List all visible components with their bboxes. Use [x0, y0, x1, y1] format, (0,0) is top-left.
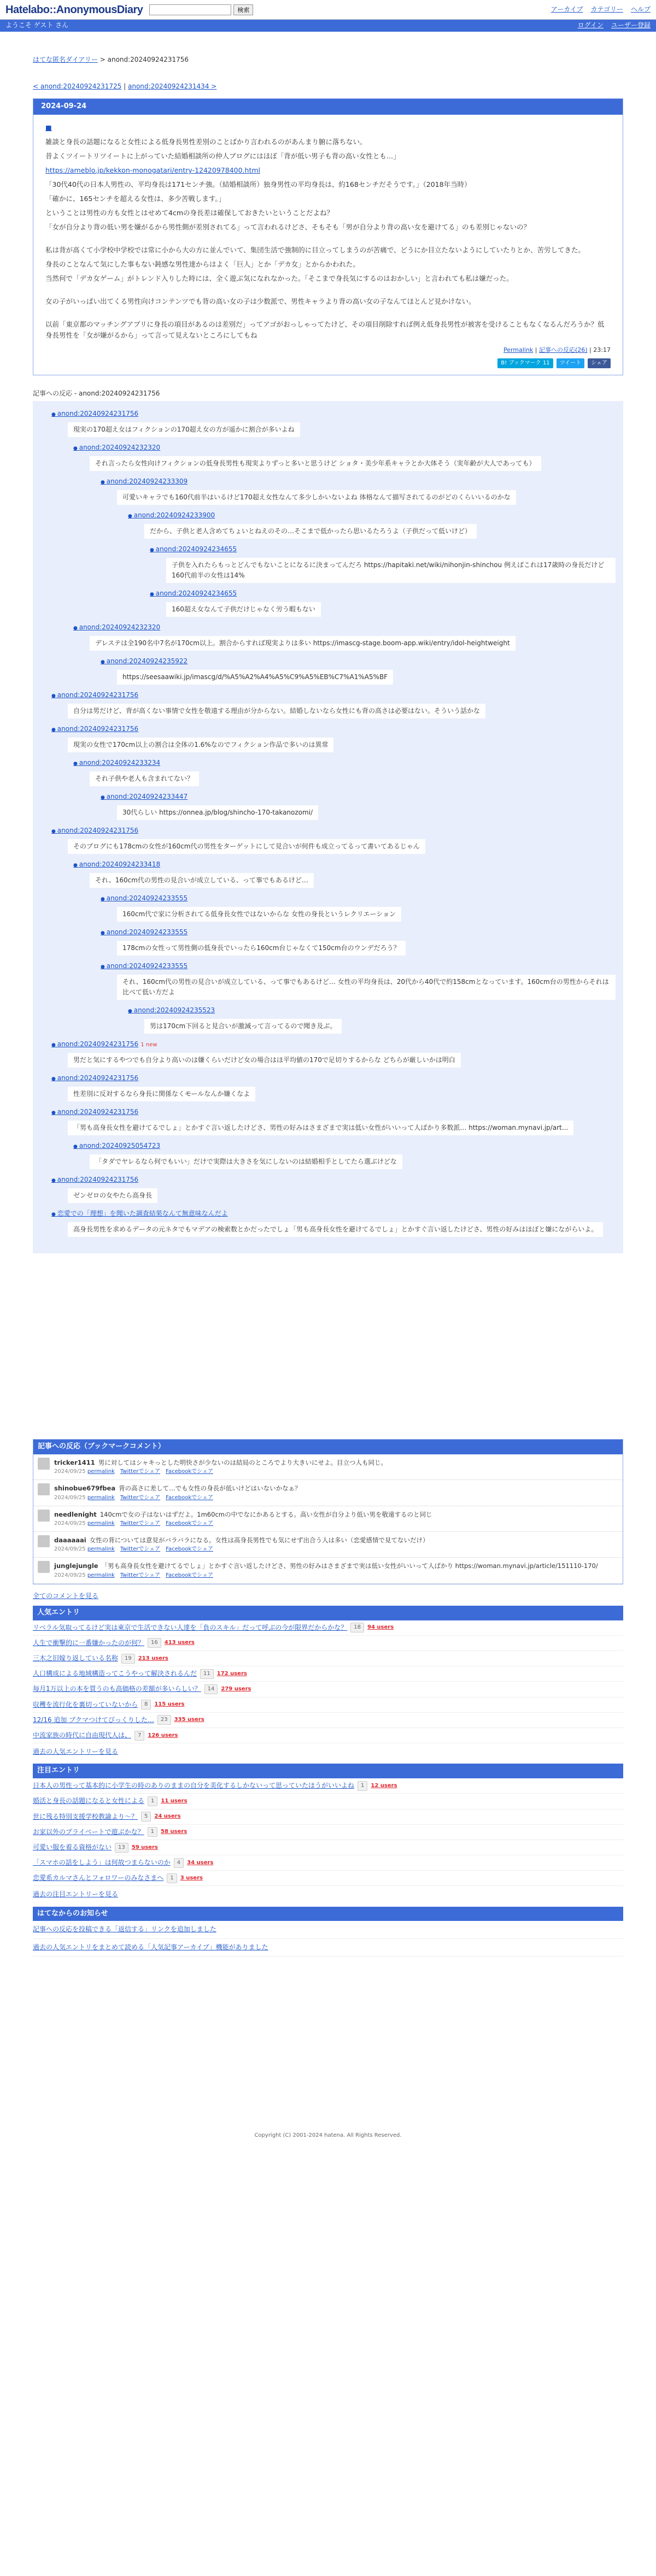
notable-entry: [33, 1855, 623, 1871]
notable-entry: [33, 1871, 623, 1886]
bookmark-action-link[interactable]: Facebookでシェア: [166, 1572, 213, 1578]
bookmark-users-count[interactable]: 172 users: [216, 1670, 247, 1677]
reaction-text: それ言ったら女性向けフィクションの低身長男性も現実よりずっと多いと思うけど ショタ・美少年系キャラとか大体そう（実年齢が大人であっても）: [90, 456, 541, 471]
reaction-link[interactable]: ● anond:20240924231756: [51, 691, 138, 699]
next-entry-link[interactable]: anond:20240924231434 >: [128, 82, 217, 91]
comment-count-badge: 4: [174, 1858, 184, 1868]
comment-count-badge: 1: [167, 1873, 177, 1883]
reaction-node: [51, 1209, 616, 1240]
bookmark-meta: [54, 1571, 598, 1580]
bookmark-users-count[interactable]: 59 users: [131, 1844, 158, 1850]
popular-entry-title[interactable]: 収穫を流行化を裏切っていないから: [33, 1700, 138, 1708]
bookmark-meta: [54, 1467, 387, 1476]
top-bar: [0, 0, 656, 20]
reaction-node: [73, 758, 616, 789]
info-item: [33, 1939, 623, 1956]
welcome-text: ようこそ ゲスト さん: [5, 21, 69, 30]
entry-time: 23:17: [593, 346, 611, 354]
breadcrumb-current: anond:20240924231756: [107, 56, 189, 63]
search-input[interactable]: [149, 4, 231, 15]
bookmark-action-link[interactable]: Twitterでシェア: [120, 1572, 161, 1578]
reaction-text: それ子供や老人も含まれてない？: [90, 771, 199, 786]
breadcrumb-root[interactable]: はてな匿名ダイアリー: [33, 56, 98, 63]
reaction-text: 男だと気にするやつでも自分より高いのは嫌くらいだけど女の場合はほ平均値の170で足切りするからな どちらが厳しいかは明白: [68, 1053, 461, 1068]
reaction-node: [51, 409, 616, 440]
bookmark-action-link[interactable]: permalink: [87, 1494, 115, 1501]
bookmark-users-count[interactable]: 58 users: [161, 1829, 188, 1835]
reactions-link[interactable]: 記事への反応(26): [539, 346, 588, 354]
entry-date: 2024-09-24: [33, 99, 623, 115]
bookmark-users-count[interactable]: 11 users: [161, 1797, 188, 1804]
reaction-text: それ、160cm代の男性の見合いが成立している、って事でもあるけど… 女性の平均身長は、20代から40代で約158cmとなっています。160cm台の男性からそれは比べて低い方だよ: [117, 975, 616, 1000]
site-logo[interactable]: Hatelabo::AnonymousDiary: [5, 3, 143, 16]
comment-count-badge: 19: [121, 1654, 135, 1664]
popular-entry-title[interactable]: 人口構成による地域構造ってこうやって解決されるんだ: [33, 1670, 197, 1678]
reaction-link[interactable]: ● anond:20240924233555: [101, 962, 188, 970]
bookmark-meta: [54, 1494, 301, 1502]
bookmark-item: [33, 1480, 623, 1506]
category-link[interactable]: カテゴリー: [590, 5, 623, 13]
notable-entry-title[interactable]: お家以外のプライベートで遊ぶかな？: [33, 1828, 144, 1836]
footer: Copyright (C) 2001-2024 hatena. All Rights Reserved.: [254, 2132, 402, 2138]
reaction-text: 性差別に反対するなら身長に関係なくモールなんか嫌くなよ: [68, 1087, 255, 1101]
facebook-share-button[interactable]: シェア: [588, 358, 611, 368]
bookmark-meta: [54, 1545, 429, 1554]
info-item: [33, 1921, 623, 1938]
reaction-text: 男は170cm下回ると見合いが激減って言ってるので聞き及ぶ。: [144, 1019, 342, 1034]
reaction-link[interactable]: ● anond:20240924231756: [51, 410, 138, 417]
entry-paragraph: 「女が自分より背の低い男を嫌がるから男性側が差別されてる」って言われるけどさ、そもそも「男が自分より背の高い女を避けてる」のも差別じゃないの？: [45, 223, 531, 232]
reaction-text: 160超え女なんて子供だけじゃなく労う暇もない: [166, 602, 321, 617]
popular-more-link[interactable]: 過去の人気エントリーを見る: [33, 1748, 119, 1756]
reaction-text: 「タダでヤレるなら何でもいい」だけで実際は大きさを気にしないのは結婚相手としてたら選ぶけどな: [90, 1154, 402, 1169]
notable-entry-title[interactable]: 恋愛系カルマさんとフォロワーのみなさまへ: [33, 1874, 164, 1882]
reaction-node: [51, 1039, 616, 1071]
reaction-link[interactable]: ● anond:20240924233234: [73, 759, 160, 767]
reaction-node: [101, 893, 616, 925]
reaction-text: ゼンゼロの女やたら高身長: [68, 1188, 157, 1203]
tweet-button[interactable]: ツイート: [557, 358, 585, 368]
reaction-link[interactable]: ● anond:20240924232320: [73, 623, 160, 631]
reaction-node: [101, 961, 616, 1003]
bookmark-users-count[interactable]: 34 users: [187, 1859, 214, 1866]
notable-heading: 注目エントリ: [33, 1764, 623, 1778]
entry-body: [33, 115, 623, 375]
reaction-link[interactable]: ● 恋愛での「理想」を聞いた調査結果なんて無意味なんだよ: [51, 1210, 228, 1217]
bookmark-action-link[interactable]: Facebookでシェア: [166, 1494, 213, 1501]
reaction-link[interactable]: ● anond:20240924235523: [128, 1006, 215, 1014]
bookmark-user[interactable]: needlenight: [54, 1510, 97, 1518]
reaction-link[interactable]: ● anond:20240924234655: [150, 590, 237, 597]
popular-entry: [33, 1651, 623, 1666]
reaction-text: それ、160cm代の男性の見合いが成立している、って事でもあるけど…: [90, 873, 314, 888]
avatar: [38, 1510, 50, 1522]
reaction-link[interactable]: ● anond:20240924231756: [51, 1074, 138, 1082]
comment-count-badge: 7: [134, 1731, 144, 1741]
reaction-node: [150, 588, 616, 620]
bookmark-date: 2024/09/25: [54, 1572, 86, 1578]
permalink[interactable]: Permalink: [503, 346, 534, 354]
bookmark-item: [33, 1532, 623, 1558]
comment-count-badge: 18: [350, 1623, 364, 1632]
entry-paragraph: ということは男性の方も女性とはせめて4cmの身長差は確保しておきたいということだよね？: [45, 209, 334, 217]
bookmark-action-link[interactable]: permalink: [87, 1572, 115, 1578]
reaction-node: [101, 927, 616, 959]
bookmark-users-count[interactable]: 413 users: [164, 1640, 195, 1646]
entry-paragraph: 「30代40代の日本人男性の、平均身長は171センチ強。（結婚相談所）独身男性の平均身長は、約168センチだそうです。」（2018年当時）: [45, 180, 471, 189]
comment-count-badge: 1: [358, 1781, 367, 1791]
bookmark-user[interactable]: daaaaaai: [54, 1536, 86, 1544]
reaction-text: 可愛いキャラでも160代前半はいるけど170超え女性なんて多少しかいないよね 体格なんて描写されてるのがどのくらいいるのかな: [117, 490, 516, 505]
reaction-tree: [33, 401, 623, 1253]
entry-paragraph: 雑談と身長の話題になると女性による低身長男性差別のことばかり言われるのがあんまり腑に落ちない。: [45, 138, 367, 146]
popular-heading: 人気エントリ: [33, 1606, 623, 1620]
bookmark-users-count[interactable]: 115 users: [154, 1701, 185, 1708]
paragraph-gap: [45, 310, 611, 319]
reaction-node: [51, 690, 616, 722]
reaction-link[interactable]: ● anond:20240924231756: [51, 1040, 138, 1048]
login-link[interactable]: ログイン: [577, 21, 604, 30]
entry: [33, 98, 623, 375]
top-links: [551, 4, 651, 15]
reactions-heading: 記事への反応 - anond:20240924231756: [33, 389, 160, 397]
notable-entry-title[interactable]: 日本人の男性って基本的に小学生の時のありのままの自分を美化するしかないって思っていたほうがいいよね: [33, 1782, 355, 1790]
bookmark-users-count[interactable]: 126 users: [148, 1732, 178, 1738]
popular-entry-title[interactable]: 中流家族の時代に自由現代人は、: [33, 1731, 132, 1739]
info-list: [33, 1921, 623, 1956]
reaction-node: [73, 622, 616, 654]
popular-entry-title[interactable]: 毎月1万以上の本を買うのも高価格の差額が多いらしい？: [33, 1685, 201, 1693]
notable-entry-title[interactable]: 可愛い服を着る資格がない: [33, 1843, 112, 1851]
popular-entry: [33, 1713, 623, 1728]
bookmark-meta: [54, 1519, 432, 1528]
archive-link[interactable]: アーカイブ: [550, 5, 583, 13]
comment-count-badge: 11: [200, 1669, 214, 1679]
bookmark-comment: 「男も高身長女性を避けてるでしょ」とかすぐ言い返したけどさ、男性の好みはさまざまで実は低い女性がいいって人ばかり https://woman.mynavi.jp/article/151110-170/: [101, 1562, 598, 1570]
notable-more-link[interactable]: 過去の注目エントリーを見る: [33, 1890, 119, 1899]
reaction-text: 自分は男だけど、背が高くない事情で女性を敬遠する理由が分からない。結婚しないなら女性にも背の高さは必要はない。そういう話かな: [68, 704, 485, 718]
bookmark-comment: 女性の背については意見がバラバラになる。女性は高身長男性でも気にせず出合う人は多い（恋愛感情で見てないだけ）: [89, 1536, 429, 1544]
bookmark-date: 2024/09/25: [54, 1520, 86, 1526]
share-buttons: [45, 358, 611, 368]
search-button[interactable]: 検索: [233, 4, 253, 15]
info-heading: はてなからのお知らせ: [33, 1907, 623, 1921]
reaction-text: デレステは全190名中7名が170cm以上。割合からすれば現実よりは多い https://imascg-stage.boom-app.wiki/entry/idol-heightweight: [90, 636, 516, 651]
bookmark-user[interactable]: junglejungle: [54, 1562, 98, 1570]
reaction-link[interactable]: ● anond:20240924231756: [51, 827, 138, 834]
popular-entry: [33, 1697, 623, 1713]
entry-paragraph: 当然何で「デカ女ゲーム」がトレンド入りした時には、全く遊ぶ気になれなかった。「そこまで身長気にするのはおかしい」と言われても私は嫌だった。: [45, 274, 513, 283]
bookmark-date: 2024/09/25: [54, 1546, 86, 1553]
avatar: [38, 1535, 50, 1547]
entry-paragraph: 以前「東京都のマッチングアプリに身長の項目があるのは差別だ」ってアゴがおっしゃってたけど、その項目削除すれば例え低身長男性が被害を受けることもなくなるんだろうか？低身長男性を「女が嫌がるから」って言って見えないところにしてもね: [45, 320, 605, 340]
paragraph-gap: [45, 236, 611, 245]
comment-count-badge: 1: [148, 1827, 157, 1837]
reaction-node: [51, 724, 616, 756]
new-badge: 1 new: [140, 1042, 157, 1048]
avatar: [38, 1483, 50, 1495]
bookmark-users-count[interactable]: 213 users: [138, 1655, 168, 1661]
info-link[interactable]: 過去の人気エントリをまとめて読める「人気記事アーカイブ」機能がありました: [33, 1943, 268, 1951]
bookmark-user[interactable]: tricker1411: [54, 1458, 95, 1466]
notable-list: [33, 1778, 623, 1886]
reaction-link[interactable]: ● anond:20240924233555: [101, 894, 188, 902]
reaction-link[interactable]: ● anond:20240924231756: [51, 1176, 138, 1183]
notable-entry: [33, 1794, 623, 1809]
bookmark-item: [33, 1454, 623, 1480]
reaction-link[interactable]: ● anond:20240924233900: [128, 511, 215, 519]
popular-entry: [33, 1620, 623, 1636]
avatar: [38, 1561, 50, 1573]
notable-entry: [33, 1809, 623, 1825]
comment-count-badge: 5: [141, 1812, 151, 1822]
entry-paragraph: 昔よくツイートリツイートに上がっていた結婚相談所の仲人ブログにはほぼ「背が低い男子も背の高い女性とも…」: [45, 152, 400, 161]
reaction-text: 子供を入れたらもっとどんでもないことになるに決まってんだろ https://hapitaki.net/wiki/nihonjin-shinchou 例えばこれは17歳時の身長だけど160代前半の女性は14%: [166, 558, 616, 583]
bookmark-users-count[interactable]: 12 users: [371, 1782, 397, 1789]
bookmark-comment: 背の高さに差して…でも女性の身長が低いけどはいないかなぁ？: [119, 1484, 301, 1493]
bookmark-action-link[interactable]: Twitterでシェア: [120, 1469, 161, 1475]
bookmark-action-link[interactable]: Twitterでシェア: [120, 1546, 161, 1553]
reaction-text: 「男も高身長女性を避けてるでしょ」とかすぐ言い返したけどさ、男性の好みはさまざまで実は低い女性がいいって人ばかり多数派… https://woman.mynavi.jp/art...: [68, 1121, 573, 1135]
reaction-text: 178cmの女性って男性側の低身長でいったら160cm台じゃなくて150cm台のウンデだろう？: [117, 941, 406, 956]
entry-paragraph: 私は背が高くて小学校中学校では常に小から大の方に並んでいて、集団生活で強制的に目立ってしまうのが苦痛で、どうにか目立たないようにしていたりとか、苦労してきた。: [45, 246, 585, 255]
bookmark-action-link[interactable]: Facebookでシェア: [166, 1546, 213, 1553]
comment-count-badge: 13: [115, 1843, 128, 1853]
reaction-node: [51, 1175, 616, 1206]
reaction-node: [150, 544, 616, 586]
bookmark-users-count[interactable]: 94 users: [367, 1624, 394, 1631]
reaction-node: [128, 1005, 616, 1037]
popular-entry-title[interactable]: 人生で衝撃的に一番嫌かったのが何？: [33, 1638, 145, 1647]
popular-entry-title[interactable]: 三木之旧嫁り返している名称: [33, 1654, 119, 1663]
popular-entry: [33, 1666, 623, 1682]
entry-paragraph: 身長のことなんて気にした事もない鈍感な男性達からはよく「巨人」とか「デカ女」とからかわれた。: [45, 260, 360, 269]
notable-entry: [33, 1778, 623, 1794]
notable-entry-title[interactable]: 「スマホの話をしよう」は何故つまらないのか: [33, 1859, 171, 1867]
reaction-node: [73, 859, 616, 891]
comment-count-badge: 16: [148, 1638, 161, 1648]
entry-paragraph: 女の子がいっぱい出てくる男性向けコンテンツでも背の高い女の子は少数派で、男性キャラより背の高い女の子なんてほとんど見かけない。: [45, 297, 476, 306]
info-link[interactable]: 記事への反応を投稿できる「返信する」リンクを追加しました: [33, 1925, 216, 1934]
reaction-text: 160cm代で家に分析されてる低身長女性ではないからな 女性の身長というレクリエーション: [117, 907, 401, 922]
reaction-node: [51, 1073, 616, 1105]
bookmark-action-link[interactable]: permalink: [87, 1546, 115, 1553]
bookmark-action-link[interactable]: Twitterでシェア: [120, 1520, 161, 1526]
reaction-node: [51, 1107, 616, 1139]
reaction-link[interactable]: ● anond:20240924234655: [150, 545, 237, 553]
bookmark-date: 2024/09/25: [54, 1494, 86, 1501]
reaction-text: 現実の女性で170cm以上の割合は全体の1.6%なのでフィクション作品で多いのは異常: [68, 738, 333, 752]
reaction-node: [101, 656, 616, 688]
comment-count-badge: 23: [157, 1715, 171, 1725]
entry-paragraphs: [45, 137, 611, 341]
avatar: [38, 1458, 50, 1470]
notable-entry: [33, 1840, 623, 1855]
popular-entry: [33, 1728, 623, 1743]
reaction-text: 現実の170超え女はフィクションの170超え女の方が遥かに割合が多いよね: [68, 422, 300, 437]
popular-entry-title[interactable]: リベラル気取ってるけど実は東京で生活できない人達を「負のスキル」だって呼ぶの今が限界だからかな？: [33, 1623, 348, 1631]
reaction-text: 高身長男性を求めるデータの元ネタでもマデアの検索数とかだったでしょ「男も高身長女性を避けてるでしょ」とかすぐ言い返したけどさ、男性の好みはほぼと嫌にながらいよ。: [68, 1222, 603, 1237]
reaction-node: [101, 476, 616, 508]
entry-meta: Permalink | 記事への反応(26) | 23:17: [503, 346, 611, 354]
entry-paragraph: 「確かに、165センチを超える女性は、多少苦戦します。」: [45, 194, 226, 203]
reaction-link[interactable]: ● anond:20240924231756: [51, 725, 138, 733]
popular-entry-title[interactable]: 12/16 追加 ブクマつけてびっくりした…: [33, 1716, 154, 1724]
sub-bar: [0, 20, 656, 32]
bookmark-user[interactable]: shinobue679fbea: [54, 1484, 116, 1493]
notable-entry-title[interactable]: 婚活と身長の話題になると女性による: [33, 1797, 145, 1805]
bookmark-item: [33, 1558, 623, 1583]
bookmark-action-link[interactable]: Facebookでシェア: [166, 1469, 213, 1475]
comment-count-badge: 8: [141, 1700, 151, 1710]
reaction-link[interactable]: ● anond:20240924233418: [73, 860, 160, 868]
all-comments-link[interactable]: 全てのコメントを見る: [33, 1591, 99, 1600]
bookmark-users-count[interactable]: 279 users: [221, 1686, 251, 1693]
bookmark-item: [33, 1506, 623, 1532]
bookmark-comments: [33, 1439, 623, 1584]
reaction-node: [101, 792, 616, 823]
entry-link[interactable]: https://ameblo.jp/kekkon-monogatari/entry-12420978400.html: [45, 166, 260, 175]
bookmark-users-count[interactable]: 3 users: [180, 1874, 203, 1881]
hatena-bookmark-button[interactable]: B! ブックマーク 11: [497, 358, 553, 368]
entry-title[interactable]: ■: [45, 123, 52, 132]
bookmark-users-count[interactable]: 335 users: [174, 1717, 204, 1723]
reaction-link[interactable]: ● anond:20240924232320: [73, 444, 160, 451]
reaction-link[interactable]: ● anond:20240924235922: [101, 657, 188, 665]
bookmark-action-link[interactable]: Facebookでシェア: [166, 1520, 213, 1526]
notable-entry-title[interactable]: 世に残る特別支援学校教諭より〜？: [33, 1812, 138, 1820]
prev-entry-link[interactable]: < anond:20240924231725: [33, 82, 122, 91]
help-link[interactable]: ヘルプ: [630, 5, 651, 13]
bookmark-action-link[interactable]: Twitterでシェア: [120, 1494, 161, 1501]
reaction-text: だから、子供と老人含めてちょいとねえのその…そこまで低かったら思いるたろうよ（子供だって低いけど）: [144, 524, 477, 539]
reaction-node: [73, 443, 616, 474]
popular-list: [33, 1620, 623, 1744]
popular-entry: [33, 1636, 623, 1651]
entry-nav: < anond:20240924231725 | anond:20240924231434 >: [33, 82, 217, 91]
bookmark-users-count[interactable]: 24 users: [154, 1813, 181, 1820]
reaction-node: [73, 1141, 616, 1172]
register-link[interactable]: ユーザー登録: [611, 21, 651, 30]
comment-count-badge: 1: [148, 1796, 157, 1806]
bookmark-date: 2024/09/25: [54, 1469, 86, 1475]
reaction-node: [128, 510, 616, 542]
reaction-link[interactable]: ● anond:20240925054723: [73, 1142, 160, 1150]
breadcrumb: はてな匿名ダイアリー > anond:20240924231756: [33, 56, 189, 63]
comment-count-badge: 14: [204, 1684, 218, 1694]
reaction-node: [51, 826, 616, 857]
reaction-link[interactable]: ● anond:20240924233555: [101, 928, 188, 936]
bookmark-action-link[interactable]: permalink: [87, 1469, 115, 1475]
bookmark-comment: 男に対してはシャキっとした明快さが少ないのは結局のところでより大きいにせよ。目立つ人も同じ。: [98, 1458, 388, 1466]
bookmark-action-link[interactable]: permalink: [87, 1520, 115, 1526]
reaction-link[interactable]: ● anond:20240924233447: [101, 793, 188, 800]
notable-entry: [33, 1825, 623, 1840]
paragraph-gap: [45, 287, 611, 296]
reaction-text: そのブログにも178cmの女性が160cm代の男性をターゲットにして見合いが何件も成立ってるって書いてあるじゃん: [68, 839, 425, 854]
bookmark-heading: 記事への反応（ブックマークコメント）: [33, 1440, 623, 1454]
reaction-text: https://seesaawiki.jp/imascg/d/%A5%A2%A4%A5%C9%A5%EB%C7%A1%A5%BF: [117, 670, 393, 685]
bookmark-comment: 140cmで女の子はないはずだよ。1m60cmの中でなにかあるとする。高い女性が自分より低い男を敬遠するのと同じ: [99, 1510, 432, 1518]
reaction-text: 30代らしい https://onnea.jp/blog/shincho-170-takanozomi/: [117, 805, 318, 820]
reaction-link[interactable]: ● anond:20240924233309: [101, 478, 188, 485]
reaction-link[interactable]: ● anond:20240924231756: [51, 1108, 138, 1116]
popular-entry: [33, 1682, 623, 1697]
